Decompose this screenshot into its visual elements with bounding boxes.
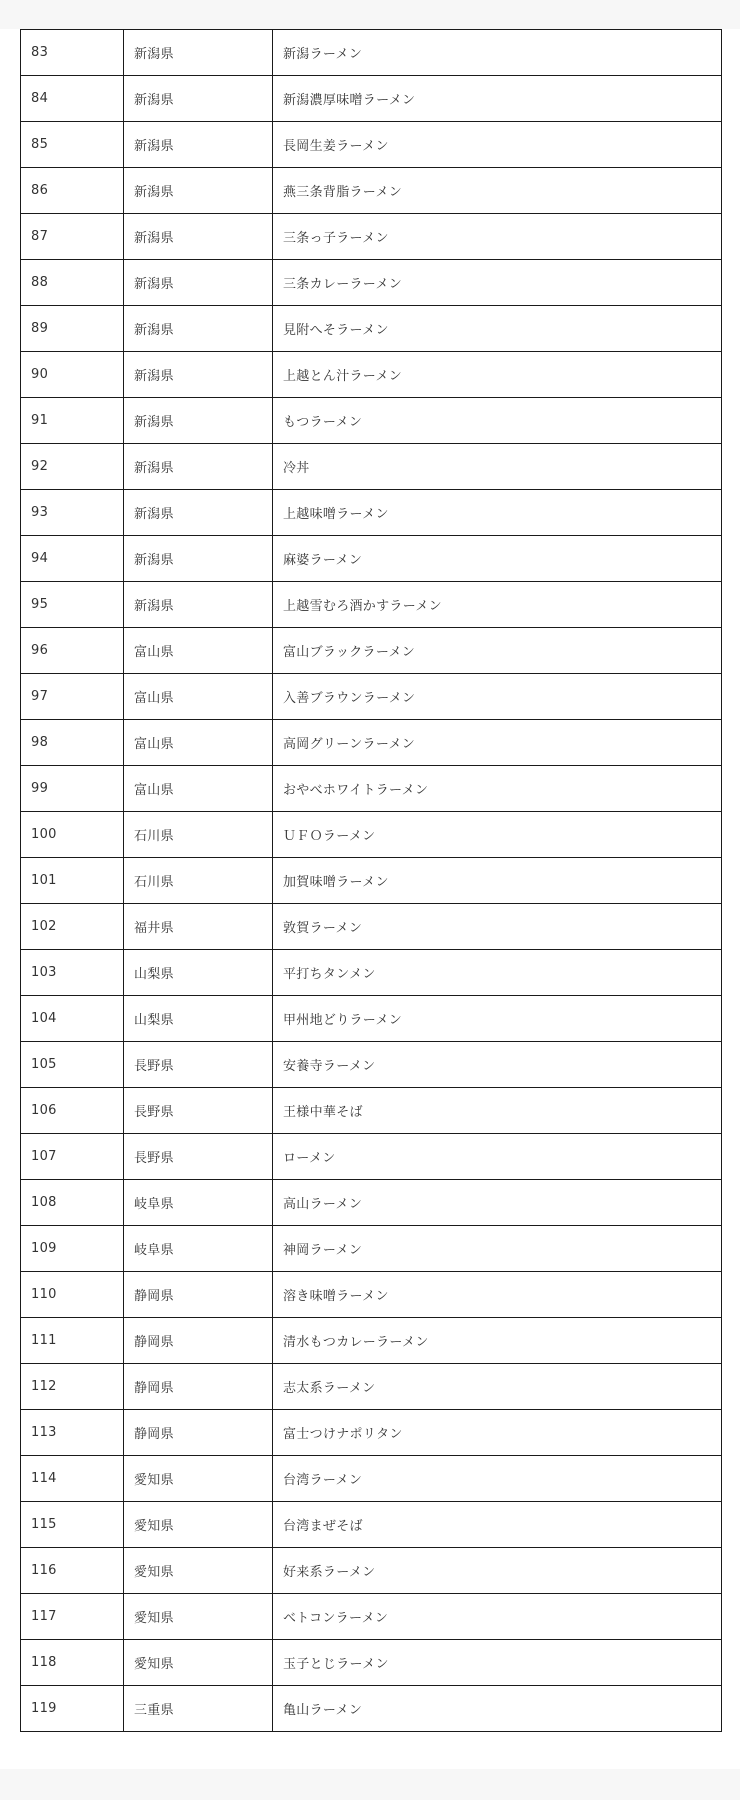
prefecture-cell: 新潟県 — [124, 260, 273, 306]
row-number-cell: 116 — [21, 1548, 124, 1594]
prefecture-cell: 愛知県 — [124, 1594, 273, 1640]
ramen-name-cell: もつラーメン — [273, 398, 722, 444]
prefecture-cell: 新潟県 — [124, 168, 273, 214]
prefecture-cell: 三重県 — [124, 1686, 273, 1732]
table-row — [21, 168, 722, 214]
row-number-cell: 117 — [21, 1594, 124, 1640]
ramen-name-cell: 新潟ラーメン — [273, 30, 722, 76]
row-number-cell: 98 — [21, 720, 124, 766]
ramen-name-cell: 高岡グリーンラーメン — [273, 720, 722, 766]
table-row — [21, 1640, 722, 1686]
row-number-cell: 91 — [21, 398, 124, 444]
row-number-cell: 113 — [21, 1410, 124, 1456]
prefecture-cell: 静岡県 — [124, 1318, 273, 1364]
table-row — [21, 122, 722, 168]
ramen-name-cell: 上越とん汁ラーメン — [273, 352, 722, 398]
table-row — [21, 30, 722, 76]
ramen-name-cell: 清水もつカレーラーメン — [273, 1318, 722, 1364]
ramen-name-cell: 入善ブラウンラーメン — [273, 674, 722, 720]
prefecture-cell: 山梨県 — [124, 950, 273, 996]
row-number-cell: 97 — [21, 674, 124, 720]
prefecture-cell: 新潟県 — [124, 30, 273, 76]
ramen-name-cell: 麻婆ラーメン — [273, 536, 722, 582]
ramen-name-cell: 志太系ラーメン — [273, 1364, 722, 1410]
row-number-cell: 87 — [21, 214, 124, 260]
ramen-name-cell: 亀山ラーメン — [273, 1686, 722, 1732]
table-row — [21, 260, 722, 306]
row-number-cell: 114 — [21, 1456, 124, 1502]
ramen-name-cell: 高山ラーメン — [273, 1180, 722, 1226]
row-number-cell: 94 — [21, 536, 124, 582]
prefecture-cell: 新潟県 — [124, 306, 273, 352]
row-number-cell: 88 — [21, 260, 124, 306]
table-row — [21, 950, 722, 996]
table-row — [21, 490, 722, 536]
prefecture-cell: 新潟県 — [124, 444, 273, 490]
ramen-name-cell: 安養寺ラーメン — [273, 1042, 722, 1088]
ramen-name-cell: 玉子とじラーメン — [273, 1640, 722, 1686]
table-row — [21, 1272, 722, 1318]
table-row — [21, 76, 722, 122]
ramen-name-cell: 見附へそラーメン — [273, 306, 722, 352]
prefecture-cell: 新潟県 — [124, 582, 273, 628]
row-number-cell: 85 — [21, 122, 124, 168]
ramen-name-cell: 敦賀ラーメン — [273, 904, 722, 950]
table-row — [21, 536, 722, 582]
row-number-cell: 100 — [21, 812, 124, 858]
table-row — [21, 444, 722, 490]
table-row — [21, 766, 722, 812]
table-row — [21, 1318, 722, 1364]
prefecture-cell: 石川県 — [124, 812, 273, 858]
row-number-cell: 109 — [21, 1226, 124, 1272]
prefecture-cell: 長野県 — [124, 1088, 273, 1134]
prefecture-cell: 富山県 — [124, 674, 273, 720]
prefecture-cell: 福井県 — [124, 904, 273, 950]
table-row — [21, 858, 722, 904]
ramen-name-cell: 王様中華そば — [273, 1088, 722, 1134]
row-number-cell: 119 — [21, 1686, 124, 1732]
row-number-cell: 118 — [21, 1640, 124, 1686]
prefecture-cell: 長野県 — [124, 1134, 273, 1180]
row-number-cell: 86 — [21, 168, 124, 214]
table-row — [21, 1180, 722, 1226]
table-row — [21, 1548, 722, 1594]
prefecture-cell: 静岡県 — [124, 1410, 273, 1456]
ramen-name-cell: 好来系ラーメン — [273, 1548, 722, 1594]
ramen-name-cell: 溶き味噌ラーメン — [273, 1272, 722, 1318]
ramen-name-cell: 上越味噌ラーメン — [273, 490, 722, 536]
ramen-name-cell: ベトコンラーメン — [273, 1594, 722, 1640]
ramen-name-cell: 三条カレーラーメン — [273, 260, 722, 306]
prefecture-cell: 新潟県 — [124, 122, 273, 168]
prefecture-cell: 愛知県 — [124, 1640, 273, 1686]
prefecture-cell: 愛知県 — [124, 1548, 273, 1594]
row-number-cell: 102 — [21, 904, 124, 950]
table-row — [21, 1502, 722, 1548]
row-number-cell: 108 — [21, 1180, 124, 1226]
table-row — [21, 674, 722, 720]
table-row — [21, 1456, 722, 1502]
page-content — [0, 29, 740, 1769]
table-row — [21, 1226, 722, 1272]
prefecture-cell: 静岡県 — [124, 1272, 273, 1318]
row-number-cell: 104 — [21, 996, 124, 1042]
table-row — [21, 582, 722, 628]
prefecture-cell: 富山県 — [124, 628, 273, 674]
table-row — [21, 1134, 722, 1180]
ramen-name-cell: おやべホワイトラーメン — [273, 766, 722, 812]
prefecture-cell: 新潟県 — [124, 352, 273, 398]
row-number-cell: 115 — [21, 1502, 124, 1548]
row-number-cell: 89 — [21, 306, 124, 352]
ramen-name-cell: 富山ブラックラーメン — [273, 628, 722, 674]
table-row — [21, 352, 722, 398]
table-row — [21, 1410, 722, 1456]
prefecture-cell: 富山県 — [124, 766, 273, 812]
prefecture-cell: 愛知県 — [124, 1502, 273, 1548]
table-row — [21, 1088, 722, 1134]
ramen-table-body — [21, 30, 722, 1732]
table-row — [21, 812, 722, 858]
ramen-name-cell: 冷丼 — [273, 444, 722, 490]
row-number-cell: 90 — [21, 352, 124, 398]
table-row — [21, 398, 722, 444]
table-row — [21, 1042, 722, 1088]
ramen-name-cell: 台湾ラーメン — [273, 1456, 722, 1502]
row-number-cell: 83 — [21, 30, 124, 76]
row-number-cell: 112 — [21, 1364, 124, 1410]
table-row — [21, 1594, 722, 1640]
ramen-table — [20, 29, 722, 1732]
ramen-name-cell: 神岡ラーメン — [273, 1226, 722, 1272]
prefecture-cell: 富山県 — [124, 720, 273, 766]
ramen-name-cell: 燕三条背脂ラーメン — [273, 168, 722, 214]
prefecture-cell: 岐阜県 — [124, 1226, 273, 1272]
ramen-name-cell: 加賀味噌ラーメン — [273, 858, 722, 904]
prefecture-cell: 石川県 — [124, 858, 273, 904]
table-row — [21, 996, 722, 1042]
row-number-cell: 106 — [21, 1088, 124, 1134]
table-row — [21, 904, 722, 950]
row-number-cell: 111 — [21, 1318, 124, 1364]
row-number-cell: 92 — [21, 444, 124, 490]
table-row — [21, 628, 722, 674]
table-row — [21, 1364, 722, 1410]
ramen-name-cell: 三条っ子ラーメン — [273, 214, 722, 260]
prefecture-cell: 新潟県 — [124, 398, 273, 444]
table-row — [21, 306, 722, 352]
prefecture-cell: 山梨県 — [124, 996, 273, 1042]
prefecture-cell: 岐阜県 — [124, 1180, 273, 1226]
ramen-name-cell: 上越雪むろ酒かすラーメン — [273, 582, 722, 628]
row-number-cell: 84 — [21, 76, 124, 122]
ramen-name-cell: 富士つけナポリタン — [273, 1410, 722, 1456]
row-number-cell: 103 — [21, 950, 124, 996]
table-row — [21, 1686, 722, 1732]
prefecture-cell: 静岡県 — [124, 1364, 273, 1410]
table-row — [21, 214, 722, 260]
ramen-name-cell: 台湾まぜそば — [273, 1502, 722, 1548]
row-number-cell: 101 — [21, 858, 124, 904]
prefecture-cell: 長野県 — [124, 1042, 273, 1088]
prefecture-cell: 新潟県 — [124, 536, 273, 582]
ramen-name-cell: 新潟濃厚味噌ラーメン — [273, 76, 722, 122]
table-row — [21, 720, 722, 766]
row-number-cell: 93 — [21, 490, 124, 536]
row-number-cell: 110 — [21, 1272, 124, 1318]
prefecture-cell: 愛知県 — [124, 1456, 273, 1502]
row-number-cell: 105 — [21, 1042, 124, 1088]
ramen-name-cell: ローメン — [273, 1134, 722, 1180]
ramen-name-cell: 甲州地どりラーメン — [273, 996, 722, 1042]
prefecture-cell: 新潟県 — [124, 214, 273, 260]
row-number-cell: 99 — [21, 766, 124, 812]
row-number-cell: 107 — [21, 1134, 124, 1180]
row-number-cell: 96 — [21, 628, 124, 674]
ramen-name-cell: 平打ちタンメン — [273, 950, 722, 996]
row-number-cell: 95 — [21, 582, 124, 628]
prefecture-cell: 新潟県 — [124, 76, 273, 122]
prefecture-cell: 新潟県 — [124, 490, 273, 536]
ramen-name-cell: ＵＦＯラーメン — [273, 812, 722, 858]
ramen-name-cell: 長岡生姜ラーメン — [273, 122, 722, 168]
